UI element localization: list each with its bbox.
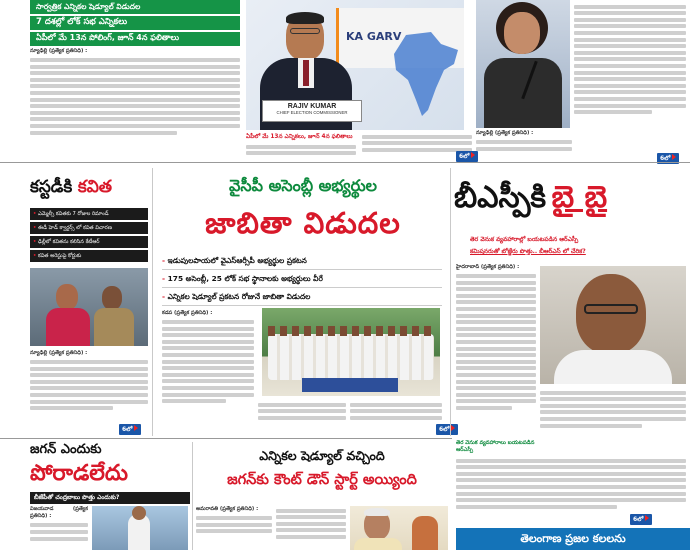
official-hair <box>286 12 324 24</box>
bsp-dateline: హైదరాబాద్ (ప్రత్యేక ప్రతినిధి) : <box>456 264 520 270</box>
ycp-story-bottom-b <box>350 400 442 430</box>
kavitha-figure-saree <box>46 308 90 346</box>
stage-table <box>302 378 398 392</box>
countdown-dateline: అమరావతి (ప్రత్యేక ప్రతినిధి) : <box>196 506 259 512</box>
speaker-face <box>504 12 540 54</box>
rsp-glasses <box>584 304 638 314</box>
page-ref-bsp[interactable]: 6లో <box>630 514 652 525</box>
ycp-dateline: కడప (ప్రత్యేక ప్రతినిధి) : <box>162 310 213 316</box>
countdown-story-a <box>196 506 272 550</box>
official-glasses <box>290 28 320 34</box>
india-map-graphic <box>386 30 464 120</box>
nameplate-name: RAJIV KUMAR <box>287 103 337 110</box>
bsp-headline <box>454 180 690 222</box>
kavitha-dateline: న్యూఢిల్లీ (ప్రత్యేక ప్రతినిధి) : <box>30 350 88 356</box>
rsp-head <box>576 274 646 354</box>
kavitha-story <box>30 350 148 426</box>
rsp-shirt <box>554 350 672 384</box>
jagan-kicker: జగన్ ఎందుకు <box>30 442 102 457</box>
ycp-bullet: - ఇడుపులపాయలో వైఎస్ఆర్సీపీ అభ్యర్థుల ప్రకటన <box>162 256 442 270</box>
center-col-a <box>246 142 356 158</box>
page-ref-center[interactable]: 6లో <box>456 151 478 162</box>
jagan-photo <box>92 506 188 550</box>
group-heads <box>268 326 434 336</box>
police-figure-uniform <box>94 308 134 346</box>
page-ref-top-right[interactable]: 6లో <box>657 153 679 164</box>
group-people-row <box>268 334 434 380</box>
top-left-dateline: న్యూఢిల్లీ (ప్రత్యేక ప్రతినిధి) : <box>30 48 88 54</box>
bsp-story-right <box>540 388 686 438</box>
bsp-side-head: తెర వెనుక వ్యవహారాలు బయటపడిన ఆర్ఎస్పీ <box>456 440 535 453</box>
page-ref-kavitha[interactable]: 6లో <box>119 424 141 435</box>
kavitha-bullet: • ఎమ్మెల్సీ కవితకు 7 రోజుల రిమాండ్ <box>30 208 148 220</box>
banner-text: KA GARV <box>346 30 402 43</box>
ycp-kicker: వైసీపీ అసెంబ్లీ అభ్యర్థుల <box>229 176 377 195</box>
kavitha-headline-b: కవిత <box>77 177 113 197</box>
kavitha-headline-a: కస్టడీకి <box>30 177 73 197</box>
kavitha-photo <box>30 268 148 346</box>
jagan-tagline: బీజేపీతో చంద్రబాబు పొత్తు ఎందుకు? <box>30 492 190 504</box>
bullet-text-3: ఏపీలో మే 13న పోలింగ్, జూన్ 4న ఫలితాలు <box>36 33 179 42</box>
mid-band-divider <box>0 438 452 439</box>
nameplate-title: CHIEF ELECTION COMMISSIONER <box>276 110 348 115</box>
bullet-box-3 <box>30 32 240 46</box>
other-figure <box>412 516 438 550</box>
countdown-headline: జగన్‌కు కౌంట్ డౌన్ స్టార్ట్ అయ్యింది <box>227 472 417 488</box>
right-top-photo <box>476 0 570 128</box>
nameplate <box>262 100 362 122</box>
jagan-head <box>132 506 146 520</box>
naidu-shirt <box>354 538 402 550</box>
jagan-story <box>30 506 88 550</box>
jagan-dateline: విజయవాడ (ప్రత్యేక ప్రతినిధి) : <box>30 506 88 520</box>
countdown-story-b <box>276 506 346 550</box>
kavitha-bullet: • ఢిల్లీలో కవితను కలిసిన కేటీఆర్ <box>30 236 148 248</box>
rsp-photo <box>540 266 686 384</box>
kavitha-bullet: • ఈడీ హెడ్ క్వార్టర్స్ లో కవిత విచారణ <box>30 222 148 234</box>
col-divider-3 <box>192 442 193 550</box>
top-left-column <box>0 0 243 158</box>
kavitha-headline <box>30 177 148 201</box>
bullet-box-2 <box>30 16 240 30</box>
naidu-photo <box>350 506 448 550</box>
ycp-bullets <box>162 256 442 310</box>
ycp-bullet: - 175 అసెంబ్లీ, 25 లోక్ సభ స్థానాలకు అభ్యర్థులు వీరే <box>162 274 442 288</box>
kavitha-figure-head <box>56 284 78 310</box>
telangana-banner: తెలంగాణ ప్రజల కలలను <box>456 528 690 550</box>
police-figure-head <box>102 286 122 310</box>
bsp-sub-1: తెర వెనుక వ్యవహారాల్లో బయటపడిన ఆర్ఎస్పీ <box>470 236 579 243</box>
bullet-box-1 <box>30 0 240 14</box>
jagan-headline: పోరాడలేదు <box>30 461 129 486</box>
rajiv-kumar-photo <box>246 0 464 130</box>
countdown-kicker: ఎన్నికల షెడ్యూల్ వచ్చింది <box>259 448 385 463</box>
top-right-dateline: న్యూఢిల్లీ (ప్రత్యేక ప్రతినిధి) : <box>476 130 534 136</box>
bsp-headline-a: బీఎస్పీకి <box>454 180 547 215</box>
center-caption: ఏపీలో మే 13న ఎన్నికలు, జూన్ 4న ఫలితాలు <box>246 134 353 140</box>
col-divider-2 <box>450 168 451 436</box>
top-right-story <box>574 2 686 152</box>
kavitha-bullet: • కవిత అరెస్టుపై కోర్టుకు <box>30 250 148 262</box>
col-divider-1 <box>152 168 153 436</box>
ycp-group-photo <box>262 308 440 396</box>
top-band-divider <box>0 162 690 163</box>
page-ref-ycp[interactable]: 6లో <box>436 424 458 435</box>
right-under-photo-story <box>476 130 572 154</box>
official-tie <box>303 60 309 86</box>
ycp-headline: జాబితా విడుదల <box>205 206 401 240</box>
ycp-story-left <box>162 310 254 426</box>
bsp-sub-2: కమిషనరుతో బోజ్జేరు పొత్తు.. బీఆర్ఎస్ లో చేరిక? <box>470 248 586 255</box>
kavitha-bullets <box>30 208 148 264</box>
bullet-text-2: 7 దశల్లో లోక్ సభ ఎన్నికలు <box>36 17 128 27</box>
bsp-headline-b: బై బై <box>551 180 608 215</box>
bullet-text-1: సార్వత్రిక ఎన్నికల షెడ్యూల్ విడుదల <box>36 2 141 11</box>
top-left-story <box>30 48 240 154</box>
bsp-story-left <box>456 264 536 438</box>
ycp-bullet: - ఎన్నికల షెడ్యూల్ ప్రకటన రోజునే జాబితా విడుదల <box>162 292 442 306</box>
ycp-story-bottom-a <box>258 400 346 430</box>
naidu-hair <box>364 508 390 516</box>
